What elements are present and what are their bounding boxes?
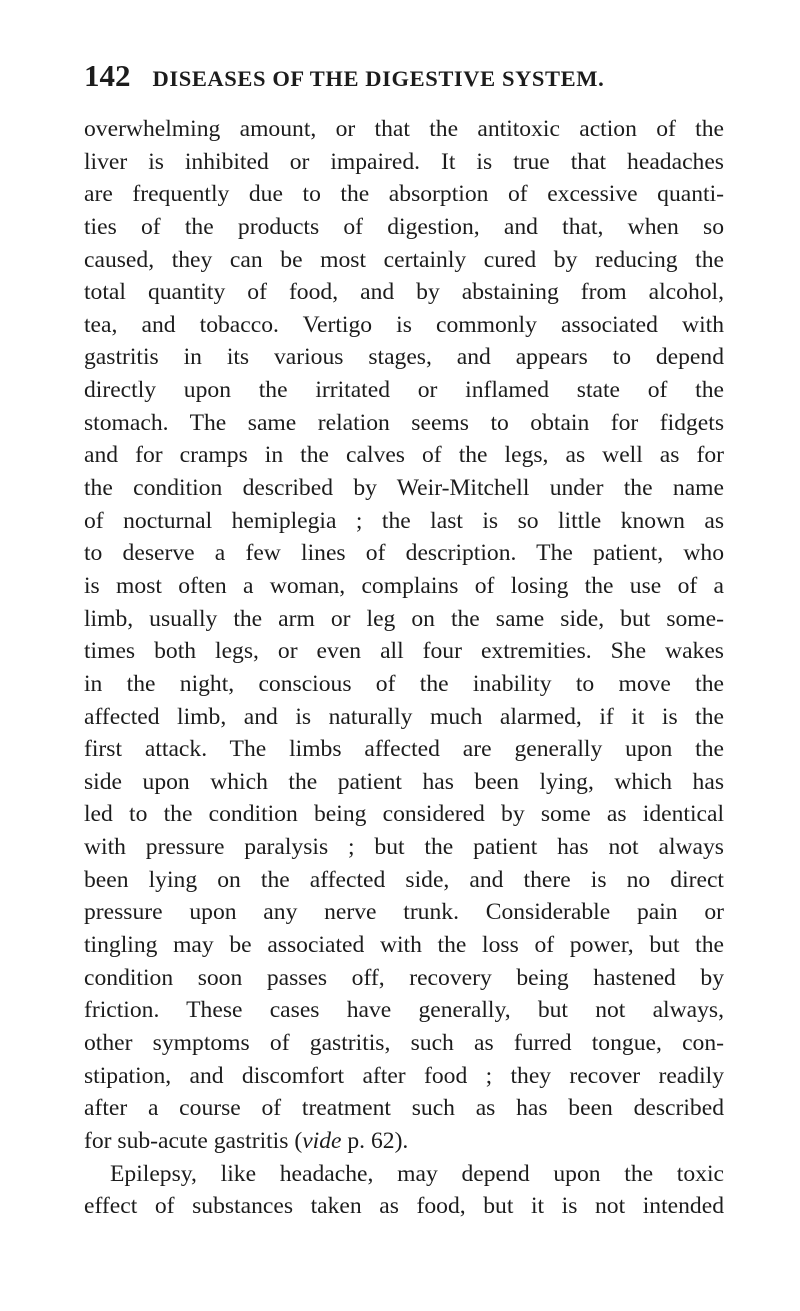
text-line: is most often a woman, complains of losing the use of a bbox=[84, 572, 724, 599]
text-line: to deserve a few lines of description. The patient, who bbox=[84, 540, 724, 567]
text-line: overwhelming amount, or that the antitoxic action of the bbox=[84, 116, 724, 142]
text-line: times both legs, or even all four extremities. She wakes bbox=[84, 638, 724, 665]
text-line: side upon which the patient has been lying, which has bbox=[84, 768, 724, 795]
text-line: ties of the products of digestion, and that, when so bbox=[84, 213, 724, 240]
text-line: in the night, conscious of the inability to move the bbox=[84, 670, 724, 697]
text-line: led to the condition being considered by some as identical bbox=[84, 801, 724, 828]
running-head bbox=[84, 58, 724, 98]
text-line: pressure upon any nerve trunk. Considerable pain or bbox=[84, 899, 724, 926]
text-line: been lying on the affected side, and there is no direct bbox=[84, 866, 724, 893]
text-line: limb, usually the arm or leg on the same side, but some- bbox=[84, 605, 724, 632]
text-line: and for cramps in the calves of the legs, as well as for bbox=[84, 442, 724, 469]
text-line: caused, they can be most certainly cured by reducing the bbox=[84, 246, 724, 273]
text-line: gastritis in its various stages, and appears to depend bbox=[84, 344, 724, 371]
text-line: effect of substances taken as food, but it is not intended bbox=[84, 1193, 724, 1220]
text-line: are frequently due to the absorption of excessive quanti- bbox=[84, 181, 724, 208]
text-line: other symptoms of gastritis, such as furred tongue, con- bbox=[84, 1029, 724, 1056]
text-line: the condition described by Weir-Mitchell under the name bbox=[84, 475, 724, 502]
text-segment: p. 62). bbox=[341, 1127, 409, 1154]
text-segment: for sub-acute gastritis ( bbox=[84, 1127, 303, 1154]
text-line: tea, and tobacco. Vertigo is commonly associated with bbox=[84, 311, 724, 338]
text-line: first attack. The limbs affected are generally upon the bbox=[84, 736, 724, 763]
body-text bbox=[84, 113, 724, 1223]
text-line: directly upon the irritated or inflamed state of the bbox=[84, 377, 724, 404]
text-line-paragraph-start: Epilepsy, like headache, may depend upon the toxic bbox=[110, 1160, 724, 1187]
page-number: 142 bbox=[84, 58, 131, 93]
text-line: with pressure paralysis ; but the patient has not always bbox=[84, 834, 724, 861]
text-line: friction. These cases have generally, but not always, bbox=[84, 997, 724, 1024]
text-line: of nocturnal hemiplegia ; the last is so little known as bbox=[84, 507, 724, 534]
text-line: after a course of treatment such as has been described bbox=[84, 1095, 724, 1122]
text-line: stomach. The same relation seems to obtain for fidgets bbox=[84, 409, 724, 436]
text-line: liver is inhibited or impaired. It is true that headaches bbox=[84, 148, 724, 175]
text-line-paragraph-end bbox=[84, 1125, 724, 1158]
text-line: total quantity of food, and by abstaining from alcohol, bbox=[84, 279, 724, 306]
text-line: tingling may be associated with the loss of power, but the bbox=[84, 932, 724, 959]
text-line: affected limb, and is naturally much alarmed, if it is the bbox=[84, 703, 724, 730]
text-line: condition soon passes off, recovery being hastened by bbox=[84, 964, 724, 991]
running-title: DISEASES OF THE DIGESTIVE SYSTEM. bbox=[152, 66, 605, 91]
italic-reference: vide bbox=[302, 1127, 342, 1154]
text-line: stipation, and discomfort after food ; they recover readily bbox=[84, 1062, 724, 1089]
